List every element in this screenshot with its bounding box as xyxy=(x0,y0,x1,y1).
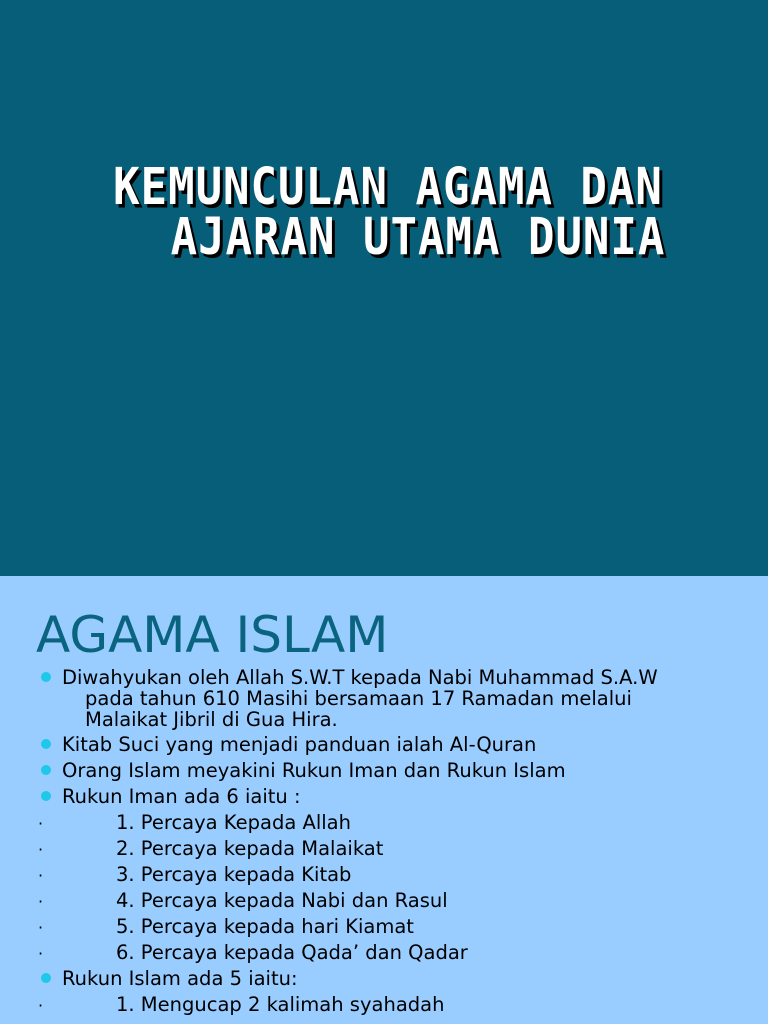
bullet-icon xyxy=(41,791,51,801)
bullet-icon xyxy=(41,765,51,775)
slide-title-line2: AJARAN UTAMA DUNIA xyxy=(170,208,666,267)
bullet-text: Kitab Suci yang menjadi panduan ialah Al-Quran xyxy=(62,733,537,756)
list-item: 1. Mengucap 2 kalimah syahadah xyxy=(116,993,445,1016)
bullet-text: Diwahyukan oleh Allah S.W.T kepada Nabi Muhammad S.A.W xyxy=(62,666,658,689)
bullet-icon xyxy=(41,739,51,749)
dot-marker: · xyxy=(38,918,44,937)
list-item: 3. Percaya kepada Kitab xyxy=(116,863,352,886)
list-item: 6. Percaya kepada Qada’ dan Qadar xyxy=(116,941,468,964)
bullet-text-cont: pada tahun 610 Masihi bersamaan 17 Ramadan melalui xyxy=(85,687,632,710)
bullet-text: Rukun Islam ada 5 iaitu: xyxy=(62,967,298,990)
bullet-text: Rukun Iman ada 6 iaitu : xyxy=(62,785,301,808)
list-item: 4. Percaya kepada Nabi dan Rasul xyxy=(116,889,448,912)
bullet-text: Orang Islam meyakini Rukun Iman dan Rukun Islam xyxy=(62,759,566,782)
list-item: 5. Percaya kepada hari Kiamat xyxy=(116,915,414,938)
list-item: 2. Percaya kepada Malaikat xyxy=(116,837,384,860)
bullet-icon xyxy=(41,672,51,682)
list-item: 1. Percaya Kepada Allah xyxy=(116,811,351,834)
content-slide xyxy=(0,576,768,1024)
bullet-icon xyxy=(41,973,51,983)
dot-marker: · xyxy=(38,892,44,911)
slide-heading: AGAMA ISLAM xyxy=(36,606,389,664)
dot-marker: · xyxy=(38,866,44,885)
bullet-text-cont: Malaikat Jibril di Gua Hira. xyxy=(85,708,338,731)
dot-marker: · xyxy=(38,944,44,963)
dot-marker: · xyxy=(38,814,44,833)
dot-marker: · xyxy=(38,840,44,859)
slide-title-line1: KEMUNCULAN AGAMA DAN xyxy=(113,158,663,217)
dot-marker: · xyxy=(38,996,44,1015)
